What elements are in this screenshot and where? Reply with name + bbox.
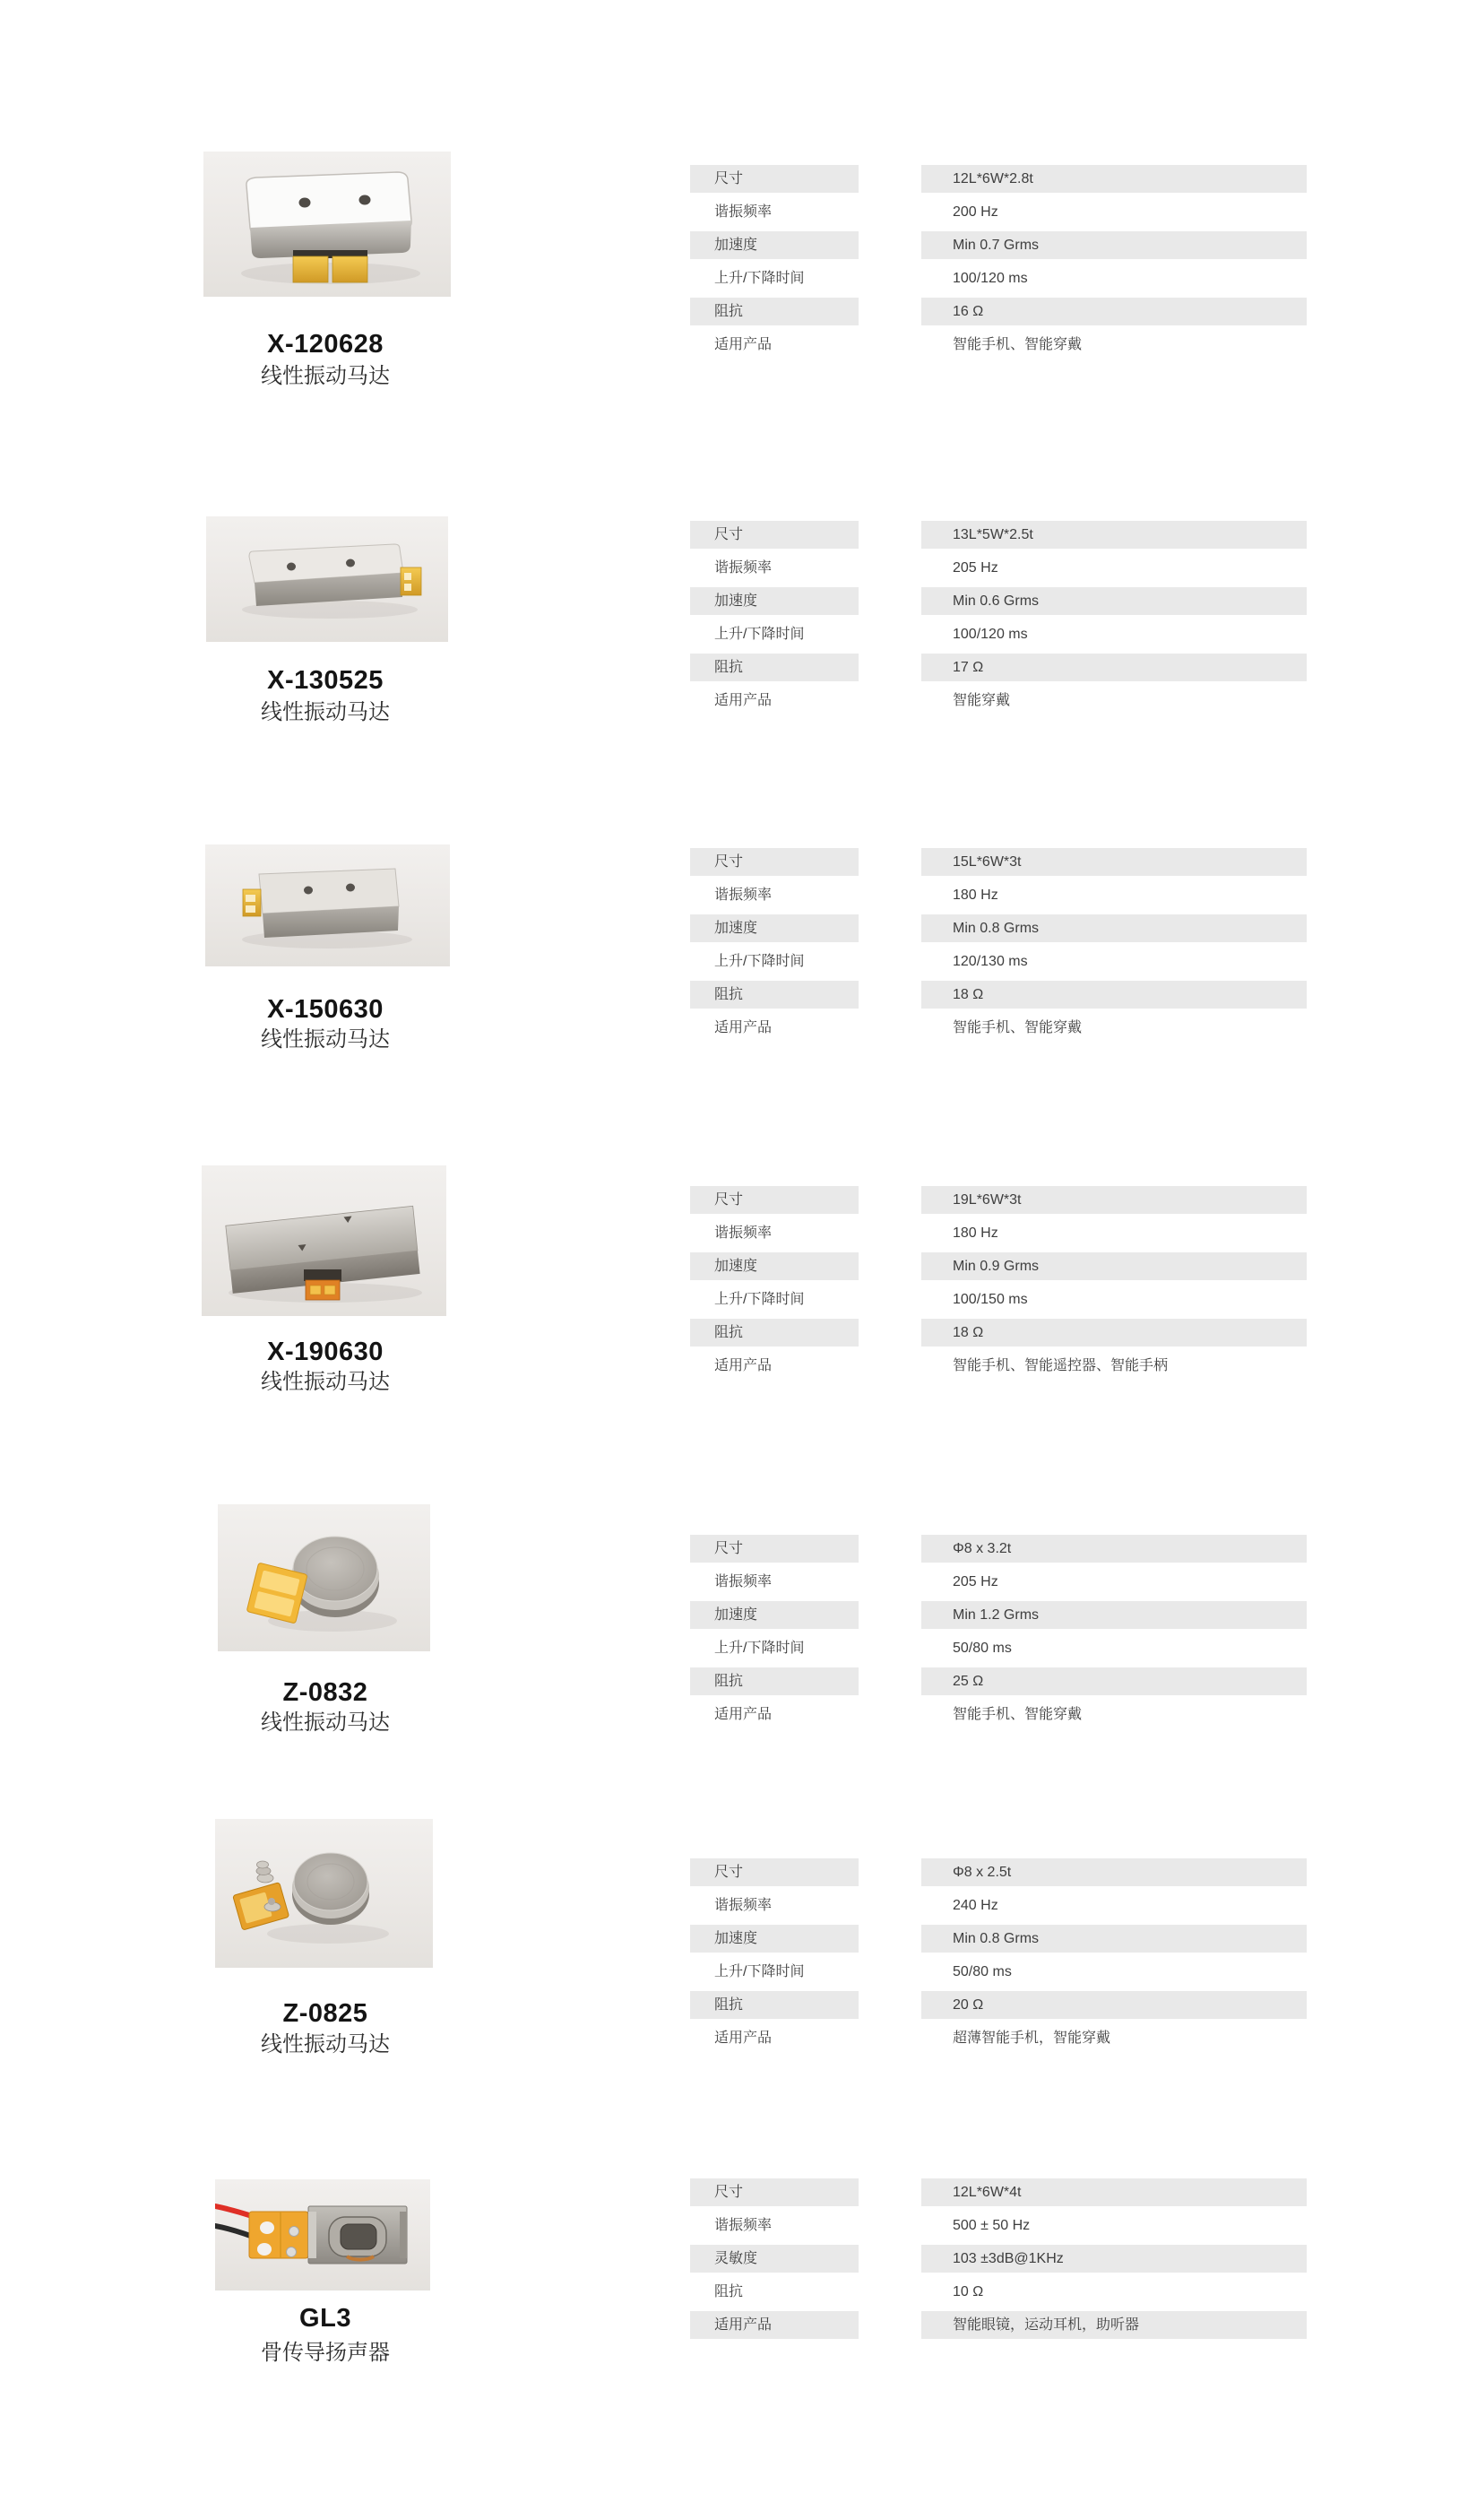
- spec-row: [690, 1601, 1307, 1629]
- bone-conduction-speaker-illustration: [215, 2179, 430, 2291]
- spec-label: 尺寸: [690, 1535, 859, 1563]
- spec-label: 上升/下降时间: [714, 954, 805, 969]
- spec-table: [690, 1858, 1307, 2057]
- product-subtitle: 线性振动马达: [261, 2032, 390, 2057]
- spec-value: 智能眼镜，运动耳机，助听器: [921, 2311, 1307, 2339]
- spec-value: 205 Hz: [953, 1574, 998, 1589]
- spec-row: [690, 848, 1307, 876]
- spec-row: [690, 298, 1307, 325]
- spec-row: [690, 1953, 1307, 1991]
- linear-motor-bar-illustration: [206, 516, 448, 642]
- spec-row: [690, 259, 1307, 298]
- product-subtitle: 线性振动马达: [261, 1027, 390, 1052]
- spec-label: 适用产品: [714, 693, 773, 708]
- spec-table: [690, 521, 1307, 720]
- spec-label: 适用产品: [714, 1020, 773, 1035]
- product-subtitle: 线性振动马达: [261, 1710, 390, 1735]
- spec-value: 180 Hz: [953, 888, 998, 903]
- spec-label: 谐振频率: [714, 1225, 773, 1241]
- spec-value: 10 Ω: [953, 2284, 984, 2299]
- spec-row: [690, 2273, 1307, 2311]
- product-subtitle: 线性振动马达: [261, 364, 390, 388]
- spec-value: Min 0.9 Grms: [921, 1252, 1307, 1280]
- spec-value: 100/120 ms: [953, 627, 1028, 642]
- product-photo: [205, 844, 450, 966]
- spec-label: 适用产品: [714, 2031, 773, 2046]
- spec-row: [690, 587, 1307, 615]
- spec-value: 12L*6W*4t: [921, 2178, 1307, 2206]
- spec-row: [690, 2311, 1307, 2339]
- product-photo: [202, 1165, 446, 1316]
- spec-label: 加速度: [690, 1252, 859, 1280]
- spec-value: 16 Ω: [921, 298, 1307, 325]
- spec-value: 智能手机、智能穿戴: [953, 337, 1083, 352]
- spec-label: 尺寸: [690, 848, 859, 876]
- product-name: X-120628: [267, 330, 384, 359]
- spec-row: [690, 914, 1307, 942]
- spec-label: 上升/下降时间: [714, 627, 805, 642]
- spec-row: [690, 2178, 1307, 2206]
- spec-row: [690, 1886, 1307, 1925]
- linear-motor-long-bar-illustration: [202, 1165, 446, 1316]
- spec-label: 谐振频率: [714, 1574, 773, 1589]
- spec-value: 120/130 ms: [953, 954, 1028, 969]
- spec-row: [690, 876, 1307, 914]
- spec-table: [690, 2178, 1307, 2339]
- spec-row: [690, 521, 1307, 549]
- spec-value: 100/120 ms: [953, 271, 1028, 286]
- spec-row: [690, 2206, 1307, 2245]
- spec-label: 谐振频率: [714, 2218, 773, 2233]
- spec-value: 智能手机、智能遥控器、智能手柄: [953, 1358, 1169, 1373]
- spec-value: Min 0.8 Grms: [921, 1925, 1307, 1953]
- product-photo: [215, 2179, 430, 2291]
- spec-row: [690, 1925, 1307, 1953]
- linear-motor-bar-illustration: [205, 844, 450, 966]
- spec-value: 103 ±3dB@1KHz: [921, 2245, 1307, 2273]
- spec-row: [690, 615, 1307, 654]
- spec-row: [690, 1319, 1307, 1347]
- spec-value: 20 Ω: [921, 1991, 1307, 2019]
- spec-label: 灵敏度: [690, 2245, 859, 2273]
- spec-row: [690, 1563, 1307, 1601]
- spec-row: [690, 2019, 1307, 2057]
- spec-label: 加速度: [690, 587, 859, 615]
- spec-label: 阻抗: [690, 1667, 859, 1695]
- spec-value: 50/80 ms: [953, 1641, 1012, 1656]
- spec-value: 500 ± 50 Hz: [953, 2218, 1031, 2233]
- spec-table: [690, 1186, 1307, 1385]
- spec-table: [690, 165, 1307, 364]
- spec-value: 205 Hz: [953, 560, 998, 576]
- product-name: X-150630: [267, 995, 384, 1024]
- spec-row: [690, 231, 1307, 259]
- spec-row: [690, 193, 1307, 231]
- spec-value: 19L*6W*3t: [921, 1186, 1307, 1214]
- spec-table: [690, 848, 1307, 1047]
- spec-label: 尺寸: [690, 165, 859, 193]
- spec-label: 加速度: [690, 1601, 859, 1629]
- spec-row: [690, 1535, 1307, 1563]
- spec-value: Min 0.7 Grms: [921, 231, 1307, 259]
- spec-row: [690, 942, 1307, 981]
- spec-value: 180 Hz: [953, 1225, 998, 1241]
- product-photo: [206, 516, 448, 642]
- spec-label: 阻抗: [690, 1991, 859, 2019]
- spec-row: [690, 1629, 1307, 1667]
- spec-value: 智能手机、智能穿戴: [953, 1707, 1083, 1722]
- spec-value: 240 Hz: [953, 1898, 998, 1913]
- spec-value: 200 Hz: [953, 204, 998, 220]
- spec-row: [690, 1186, 1307, 1214]
- product-name: Z-0825: [282, 1999, 368, 2028]
- product-photo: [203, 152, 451, 297]
- spec-row: [690, 1280, 1307, 1319]
- spec-row: [690, 1252, 1307, 1280]
- spec-value: 25 Ω: [921, 1667, 1307, 1695]
- spec-row: [690, 325, 1307, 364]
- coin-motor-illustration: [218, 1504, 430, 1651]
- spec-row: [690, 1347, 1307, 1385]
- spec-table: [690, 1535, 1307, 1734]
- spec-value: Φ8 x 3.2t: [921, 1535, 1307, 1563]
- spec-row: [690, 681, 1307, 720]
- spec-label: 上升/下降时间: [714, 1964, 805, 1979]
- spec-label: 谐振频率: [714, 888, 773, 903]
- spec-row: [690, 1991, 1307, 2019]
- spec-label: 适用产品: [714, 337, 773, 352]
- spec-label: 阻抗: [690, 654, 859, 681]
- spec-value: Min 1.2 Grms: [921, 1601, 1307, 1629]
- spec-label: 阻抗: [690, 981, 859, 1009]
- product-photo: [215, 1819, 433, 1968]
- product-subtitle: 线性振动马达: [261, 700, 390, 724]
- spec-value: 13L*5W*2.5t: [921, 521, 1307, 549]
- spec-label: 适用产品: [714, 1358, 773, 1373]
- product-name: Z-0832: [282, 1678, 368, 1707]
- spec-value: 18 Ω: [921, 1319, 1307, 1347]
- spec-label: 阻抗: [690, 1319, 859, 1347]
- spec-label: 加速度: [690, 914, 859, 942]
- product-name: GL3: [299, 2304, 351, 2333]
- spec-value: 100/150 ms: [953, 1292, 1028, 1307]
- product-subtitle: 骨传导扬声器: [261, 2341, 390, 2365]
- spec-row: [690, 1009, 1307, 1047]
- product-name: X-130525: [267, 666, 384, 695]
- spec-label: 上升/下降时间: [714, 1641, 805, 1656]
- spec-value: Φ8 x 2.5t: [921, 1858, 1307, 1886]
- spec-value: 18 Ω: [921, 981, 1307, 1009]
- spec-label: 加速度: [690, 231, 859, 259]
- spec-label: 尺寸: [690, 521, 859, 549]
- spec-label: 适用产品: [690, 2311, 859, 2339]
- product-name: X-190630: [267, 1338, 384, 1366]
- spec-value: 50/80 ms: [953, 1964, 1012, 1979]
- spec-value: 超薄智能手机，智能穿戴: [953, 2031, 1111, 2046]
- spec-value: Min 0.6 Grms: [921, 587, 1307, 615]
- spec-label: 谐振频率: [714, 204, 773, 220]
- spec-row: [690, 1858, 1307, 1886]
- spec-row: [690, 549, 1307, 587]
- spec-label: 适用产品: [714, 1707, 773, 1722]
- spec-row: [690, 981, 1307, 1009]
- spec-label: 加速度: [690, 1925, 859, 1953]
- spec-value: 智能穿戴: [953, 693, 1011, 708]
- spec-label: 上升/下降时间: [714, 1292, 805, 1307]
- linear-motor-block-illustration: [203, 152, 451, 297]
- spec-label: 尺寸: [690, 1858, 859, 1886]
- spec-row: [690, 1695, 1307, 1734]
- product-photo: [218, 1504, 430, 1651]
- coin-motor-illustration: [215, 1819, 433, 1968]
- spec-row: [690, 654, 1307, 681]
- spec-value: 17 Ω: [921, 654, 1307, 681]
- spec-value: Min 0.8 Grms: [921, 914, 1307, 942]
- spec-label: 谐振频率: [714, 560, 773, 576]
- spec-label: 尺寸: [690, 2178, 859, 2206]
- spec-row: [690, 2245, 1307, 2273]
- spec-label: 阻抗: [690, 298, 859, 325]
- product-subtitle: 线性振动马达: [261, 1370, 390, 1394]
- spec-label: 上升/下降时间: [714, 271, 805, 286]
- spec-label: 谐振频率: [714, 1898, 773, 1913]
- spec-value: 12L*6W*2.8t: [921, 165, 1307, 193]
- spec-value: 智能手机、智能穿戴: [953, 1020, 1083, 1035]
- spec-label: 阻抗: [714, 2284, 744, 2299]
- spec-row: [690, 1667, 1307, 1695]
- spec-value: 15L*6W*3t: [921, 848, 1307, 876]
- spec-row: [690, 1214, 1307, 1252]
- spec-label: 尺寸: [690, 1186, 859, 1214]
- spec-row: [690, 165, 1307, 193]
